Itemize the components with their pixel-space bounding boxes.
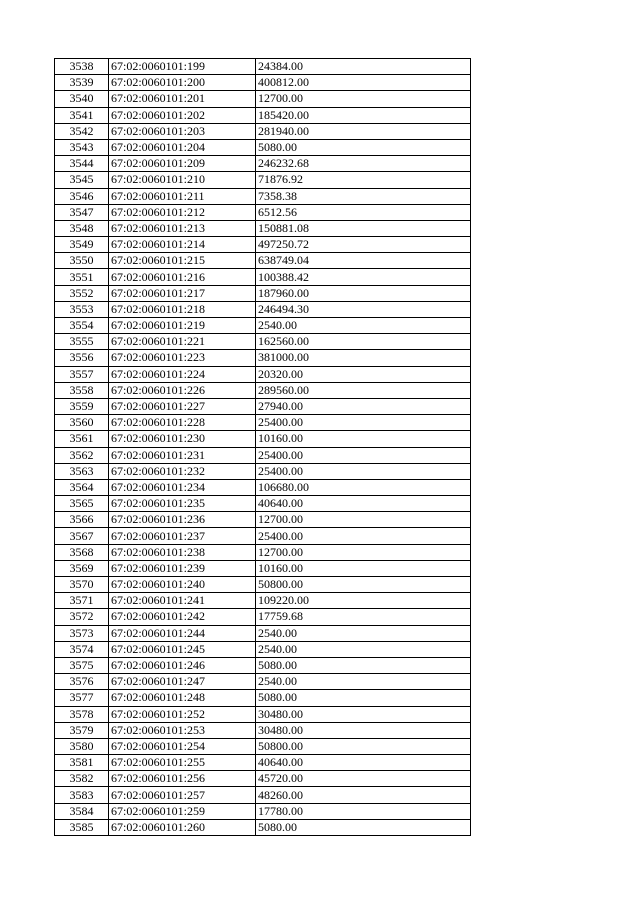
cadastral-number: 67:02:0060101:232 xyxy=(109,463,256,479)
row-number: 3542 xyxy=(55,123,109,139)
value-cell: 2540.00 xyxy=(256,625,471,641)
value-cell: 20320.00 xyxy=(256,366,471,382)
table-row xyxy=(55,123,471,139)
value-cell: 7358.38 xyxy=(256,188,471,204)
cadastral-number: 67:02:0060101:239 xyxy=(109,560,256,576)
value-cell: 5080.00 xyxy=(256,690,471,706)
value-cell: 50800.00 xyxy=(256,738,471,754)
table-row xyxy=(55,431,471,447)
value-cell: 48260.00 xyxy=(256,787,471,803)
value-cell: 246232.68 xyxy=(256,156,471,172)
row-number: 3546 xyxy=(55,188,109,204)
cadastral-number: 67:02:0060101:212 xyxy=(109,204,256,220)
value-cell: 2540.00 xyxy=(256,318,471,334)
value-cell: 281940.00 xyxy=(256,123,471,139)
row-number: 3570 xyxy=(55,577,109,593)
value-cell: 187960.00 xyxy=(256,285,471,301)
table-row xyxy=(55,641,471,657)
cadastral-number: 67:02:0060101:221 xyxy=(109,334,256,350)
cadastral-number: 67:02:0060101:244 xyxy=(109,625,256,641)
value-cell: 12700.00 xyxy=(256,544,471,560)
row-number: 3543 xyxy=(55,139,109,155)
value-cell: 150881.08 xyxy=(256,220,471,236)
value-cell: 5080.00 xyxy=(256,657,471,673)
cadastral-number: 67:02:0060101:253 xyxy=(109,722,256,738)
row-number: 3562 xyxy=(55,447,109,463)
table-row xyxy=(55,237,471,253)
row-number: 3545 xyxy=(55,172,109,188)
row-number: 3559 xyxy=(55,398,109,414)
table-row xyxy=(55,188,471,204)
value-cell: 381000.00 xyxy=(256,350,471,366)
value-cell: 10160.00 xyxy=(256,431,471,447)
value-cell: 638749.04 xyxy=(256,253,471,269)
table-row xyxy=(55,253,471,269)
table-row xyxy=(55,544,471,560)
table-row xyxy=(55,398,471,414)
table-row xyxy=(55,318,471,334)
table-row xyxy=(55,577,471,593)
table-row xyxy=(55,706,471,722)
cadastral-number: 67:02:0060101:242 xyxy=(109,609,256,625)
table-row xyxy=(55,560,471,576)
table-row xyxy=(55,609,471,625)
row-number: 3556 xyxy=(55,350,109,366)
cadastral-number: 67:02:0060101:237 xyxy=(109,528,256,544)
value-cell: 2540.00 xyxy=(256,674,471,690)
row-number: 3579 xyxy=(55,722,109,738)
row-number: 3585 xyxy=(55,819,109,835)
value-cell: 40640.00 xyxy=(256,755,471,771)
row-number: 3548 xyxy=(55,220,109,236)
value-cell: 25400.00 xyxy=(256,415,471,431)
cadastral-number: 67:02:0060101:209 xyxy=(109,156,256,172)
row-number: 3569 xyxy=(55,560,109,576)
value-cell: 25400.00 xyxy=(256,528,471,544)
table-row xyxy=(55,285,471,301)
table-row xyxy=(55,447,471,463)
row-number: 3564 xyxy=(55,479,109,495)
value-cell: 246494.30 xyxy=(256,301,471,317)
row-number: 3558 xyxy=(55,382,109,398)
table-row xyxy=(55,366,471,382)
cadastral-number: 67:02:0060101:252 xyxy=(109,706,256,722)
value-cell: 12700.00 xyxy=(256,512,471,528)
table-row xyxy=(55,819,471,835)
value-cell: 6512.56 xyxy=(256,204,471,220)
table-row xyxy=(55,334,471,350)
value-cell: 106680.00 xyxy=(256,479,471,495)
cadastral-number: 67:02:0060101:238 xyxy=(109,544,256,560)
cadastral-number: 67:02:0060101:210 xyxy=(109,172,256,188)
cadastral-number: 67:02:0060101:200 xyxy=(109,75,256,91)
row-number: 3581 xyxy=(55,755,109,771)
row-number: 3575 xyxy=(55,657,109,673)
cadastral-number: 67:02:0060101:213 xyxy=(109,220,256,236)
cadastral-number: 67:02:0060101:218 xyxy=(109,301,256,317)
table-row xyxy=(55,528,471,544)
row-number: 3547 xyxy=(55,204,109,220)
row-number: 3544 xyxy=(55,156,109,172)
value-cell: 5080.00 xyxy=(256,139,471,155)
cadastral-number: 67:02:0060101:199 xyxy=(109,59,256,75)
table-row xyxy=(55,91,471,107)
table-body xyxy=(55,59,471,836)
table-row xyxy=(55,674,471,690)
row-number: 3580 xyxy=(55,738,109,754)
row-number: 3557 xyxy=(55,366,109,382)
cadastral-number: 67:02:0060101:256 xyxy=(109,771,256,787)
value-cell: 289560.00 xyxy=(256,382,471,398)
value-cell: 17780.00 xyxy=(256,803,471,819)
cadastral-number: 67:02:0060101:247 xyxy=(109,674,256,690)
table-row xyxy=(55,269,471,285)
value-cell: 109220.00 xyxy=(256,593,471,609)
row-number: 3584 xyxy=(55,803,109,819)
table-row xyxy=(55,415,471,431)
row-number: 3553 xyxy=(55,301,109,317)
row-number: 3541 xyxy=(55,107,109,123)
table-row xyxy=(55,156,471,172)
cadastral-number: 67:02:0060101:234 xyxy=(109,479,256,495)
table-row xyxy=(55,204,471,220)
table-row xyxy=(55,301,471,317)
cadastral-number: 67:02:0060101:204 xyxy=(109,139,256,155)
cadastral-number: 67:02:0060101:217 xyxy=(109,285,256,301)
row-number: 3571 xyxy=(55,593,109,609)
value-cell: 2540.00 xyxy=(256,641,471,657)
row-number: 3538 xyxy=(55,59,109,75)
table-row xyxy=(55,139,471,155)
row-number: 3582 xyxy=(55,771,109,787)
cadastral-number: 67:02:0060101:228 xyxy=(109,415,256,431)
row-number: 3566 xyxy=(55,512,109,528)
row-number: 3568 xyxy=(55,544,109,560)
table-row xyxy=(55,722,471,738)
value-cell: 25400.00 xyxy=(256,463,471,479)
cadastral-number: 67:02:0060101:216 xyxy=(109,269,256,285)
value-cell: 5080.00 xyxy=(256,819,471,835)
table-row xyxy=(55,738,471,754)
row-number: 3560 xyxy=(55,415,109,431)
cadastral-number: 67:02:0060101:241 xyxy=(109,593,256,609)
cadastral-number: 67:02:0060101:254 xyxy=(109,738,256,754)
value-cell: 45720.00 xyxy=(256,771,471,787)
row-number: 3567 xyxy=(55,528,109,544)
cadastral-number: 67:02:0060101:201 xyxy=(109,91,256,107)
cadastral-number: 67:02:0060101:240 xyxy=(109,577,256,593)
value-cell: 30480.00 xyxy=(256,706,471,722)
value-cell: 17759.68 xyxy=(256,609,471,625)
cadastral-number: 67:02:0060101:257 xyxy=(109,787,256,803)
cadastral-number: 67:02:0060101:214 xyxy=(109,237,256,253)
table-row xyxy=(55,496,471,512)
value-cell: 50800.00 xyxy=(256,577,471,593)
row-number: 3551 xyxy=(55,269,109,285)
row-number: 3555 xyxy=(55,334,109,350)
row-number: 3550 xyxy=(55,253,109,269)
row-number: 3539 xyxy=(55,75,109,91)
cadastral-number: 67:02:0060101:236 xyxy=(109,512,256,528)
row-number: 3578 xyxy=(55,706,109,722)
row-number: 3563 xyxy=(55,463,109,479)
table-row xyxy=(55,382,471,398)
value-cell: 40640.00 xyxy=(256,496,471,512)
value-cell: 27940.00 xyxy=(256,398,471,414)
cadastral-number: 67:02:0060101:260 xyxy=(109,819,256,835)
cadastral-number: 67:02:0060101:202 xyxy=(109,107,256,123)
value-cell: 10160.00 xyxy=(256,560,471,576)
row-number: 3573 xyxy=(55,625,109,641)
row-number: 3540 xyxy=(55,91,109,107)
cadastral-number: 67:02:0060101:203 xyxy=(109,123,256,139)
table-row xyxy=(55,690,471,706)
table-row xyxy=(55,755,471,771)
table-row xyxy=(55,625,471,641)
row-number: 3576 xyxy=(55,674,109,690)
row-number: 3574 xyxy=(55,641,109,657)
value-cell: 24384.00 xyxy=(256,59,471,75)
cadastral-number: 67:02:0060101:259 xyxy=(109,803,256,819)
value-cell: 162560.00 xyxy=(256,334,471,350)
table-row xyxy=(55,463,471,479)
cadastral-number: 67:02:0060101:224 xyxy=(109,366,256,382)
cadastral-number: 67:02:0060101:227 xyxy=(109,398,256,414)
cadastral-number: 67:02:0060101:226 xyxy=(109,382,256,398)
row-number: 3577 xyxy=(55,690,109,706)
value-cell: 400812.00 xyxy=(256,75,471,91)
value-cell: 497250.72 xyxy=(256,237,471,253)
table-row xyxy=(55,657,471,673)
value-cell: 100388.42 xyxy=(256,269,471,285)
cadastral-number: 67:02:0060101:231 xyxy=(109,447,256,463)
cadastral-number: 67:02:0060101:219 xyxy=(109,318,256,334)
data-table xyxy=(54,58,471,836)
cadastral-number: 67:02:0060101:223 xyxy=(109,350,256,366)
cadastral-number: 67:02:0060101:215 xyxy=(109,253,256,269)
table-row xyxy=(55,75,471,91)
row-number: 3549 xyxy=(55,237,109,253)
table-row xyxy=(55,350,471,366)
cadastral-number: 67:02:0060101:245 xyxy=(109,641,256,657)
row-number: 3572 xyxy=(55,609,109,625)
table-row xyxy=(55,172,471,188)
table-row xyxy=(55,512,471,528)
table-row xyxy=(55,787,471,803)
table-row xyxy=(55,59,471,75)
cadastral-number: 67:02:0060101:235 xyxy=(109,496,256,512)
row-number: 3561 xyxy=(55,431,109,447)
value-cell: 12700.00 xyxy=(256,91,471,107)
row-number: 3565 xyxy=(55,496,109,512)
value-cell: 185420.00 xyxy=(256,107,471,123)
cadastral-number: 67:02:0060101:248 xyxy=(109,690,256,706)
row-number: 3554 xyxy=(55,318,109,334)
table-row xyxy=(55,220,471,236)
cadastral-number: 67:02:0060101:255 xyxy=(109,755,256,771)
table-row xyxy=(55,803,471,819)
cadastral-number: 67:02:0060101:230 xyxy=(109,431,256,447)
table-row xyxy=(55,107,471,123)
table-row xyxy=(55,771,471,787)
cadastral-number: 67:02:0060101:246 xyxy=(109,657,256,673)
row-number: 3583 xyxy=(55,787,109,803)
table-row xyxy=(55,593,471,609)
value-cell: 71876.92 xyxy=(256,172,471,188)
value-cell: 30480.00 xyxy=(256,722,471,738)
row-number: 3552 xyxy=(55,285,109,301)
value-cell: 25400.00 xyxy=(256,447,471,463)
cadastral-number: 67:02:0060101:211 xyxy=(109,188,256,204)
table-row xyxy=(55,479,471,495)
